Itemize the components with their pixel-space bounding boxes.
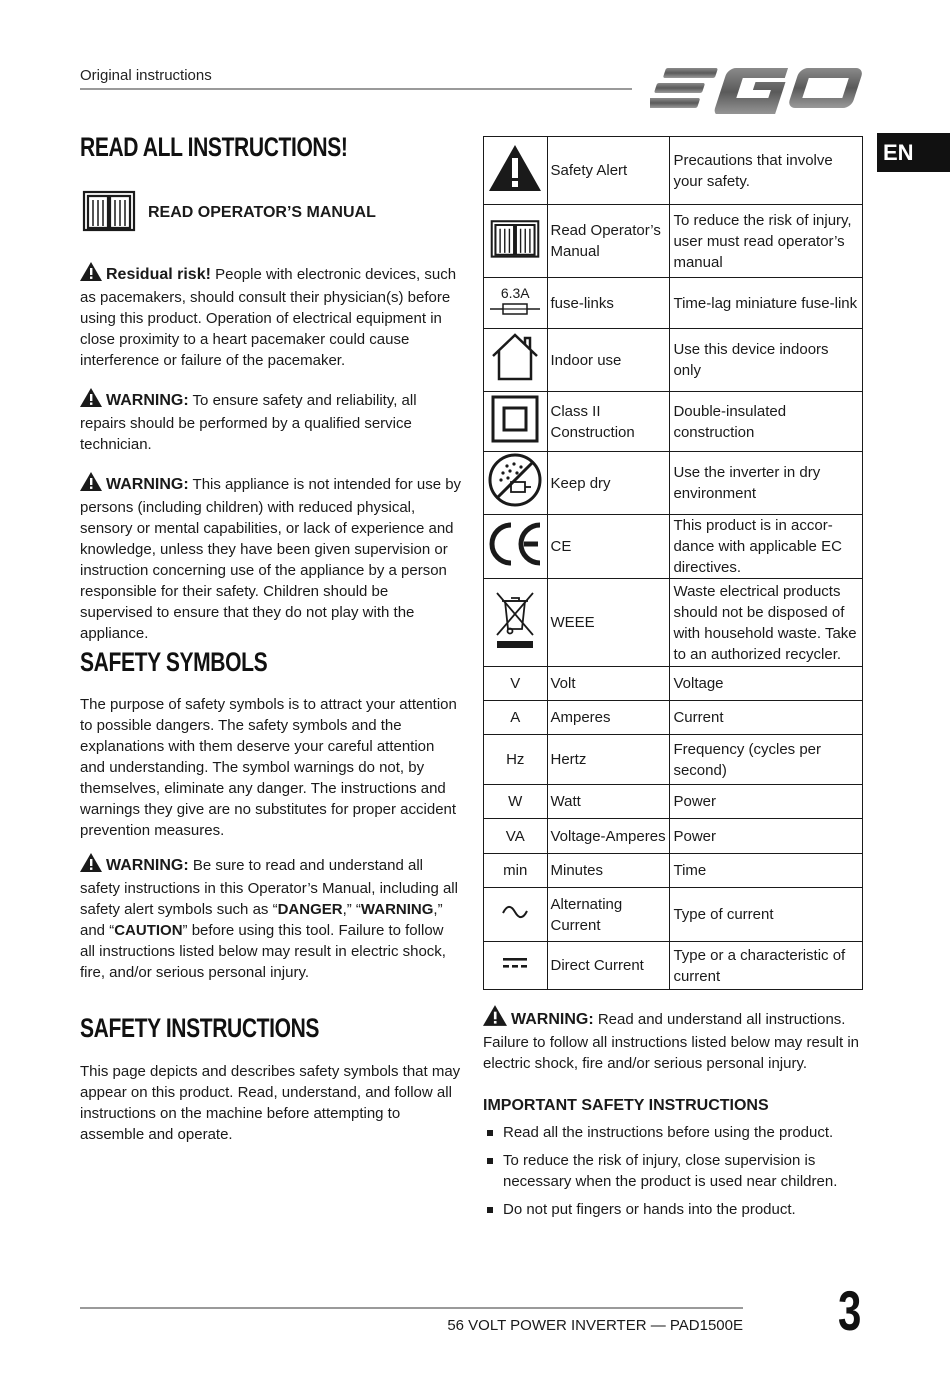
danger-word: DANGER [277, 901, 343, 918]
fuse-icon [490, 303, 540, 320]
symbol-name: WEEE [547, 579, 670, 667]
symbol-name: Minutes [547, 854, 670, 888]
symbol-text: VA [484, 819, 548, 854]
table-row [484, 785, 863, 819]
symbol-description: This product is in accor-dance with applicable EC directives. [670, 515, 863, 579]
table-row [484, 579, 863, 667]
symbol-name: Read Operator’s Manual [547, 205, 670, 278]
symbol-name: Indoor use [547, 329, 670, 392]
symbol-description: Waste electrical products should not be disposed of with household waste. Take to an authorized recycler. [670, 579, 863, 667]
symbol-text: W [484, 785, 548, 819]
header-text: Original instructions [80, 67, 212, 84]
safety-symbols-title: SAFETY SYMBOLS [80, 647, 268, 677]
symbol-name: Watt [547, 785, 670, 819]
symbol-name: Voltage-Amperes [547, 819, 670, 854]
symbol-name: CE [547, 515, 670, 579]
symbol-cell [484, 452, 548, 515]
footer-rule [80, 1307, 743, 1309]
read-instructions-title: READ ALL INSTRUCTIONS! [80, 132, 348, 162]
residual-risk-text: People with electronic devices, such as pacemakers, should consult their physician(s) before using this product. Operation of electrical equipment in close proximity to a heart pacemaker could cause interference or failure of the pacemaker. [80, 266, 457, 369]
ce-icon [486, 554, 544, 571]
left-column [80, 132, 460, 163]
warning-text-part: Be sure to read and understand all safety instructions in this Operator’s Manual, including all safety alert symbols such as “ [80, 857, 458, 918]
symbol-description: Use the inverter in dry environment [670, 452, 863, 515]
symbol-name: Amperes [547, 701, 670, 735]
direct-current-icon [502, 957, 528, 974]
caution-word: CAUTION [114, 922, 183, 939]
table-row [484, 452, 863, 515]
safety-symbols-table [483, 136, 863, 990]
warning-triangle-icon [483, 1005, 507, 1032]
symbol-name: Hertz [547, 735, 670, 785]
warning-repairs-paragraph [80, 388, 462, 455]
warning-text-part: ,” and “ [80, 901, 443, 939]
double-square-icon [491, 430, 539, 447]
warning-triangle-icon [80, 472, 102, 497]
list-item: To reduce the risk of injury, close supervision is necessary when the product is used near children. [483, 1150, 863, 1192]
warning-label: WARNING: [106, 476, 189, 493]
symbol-description: Use this device indoors only [670, 329, 863, 392]
warning-triangle-icon [80, 388, 102, 413]
table-row [484, 888, 863, 942]
book-icon [488, 248, 542, 265]
warning-repairs-text: To ensure safety and reliability, all repairs should be performed by a qualified service technician. [80, 392, 417, 453]
symbol-description: Current [670, 701, 863, 735]
table-row [484, 667, 863, 701]
header-rule [80, 88, 632, 90]
table-row [484, 819, 863, 854]
instructions-list [483, 1122, 863, 1220]
table-row [484, 701, 863, 735]
symbol-description: Double-insulated construction [670, 392, 863, 452]
residual-risk-paragraph [80, 262, 462, 371]
alternating-current-icon [501, 906, 529, 923]
residual-risk-label: Residual risk! [106, 266, 211, 283]
safety-instructions-paragraph: This page depicts and describes safety symbols that may appear on this product. Read, understand, and follow all instructions on the machine before attempting to assemble and operate. [80, 1063, 461, 1143]
symbol-name: Alternating Current [547, 888, 670, 942]
ego-logo [650, 62, 862, 119]
list-item: Read all the instructions before using the product. [483, 1122, 863, 1143]
symbol-cell [484, 137, 548, 205]
symbol-cell [484, 278, 548, 329]
symbol-description: Power [670, 785, 863, 819]
symbol-description: To reduce the risk of injury, user must read operator’s manual [670, 205, 863, 278]
symbol-description: Voltage [670, 667, 863, 701]
language-tab: EN [877, 133, 950, 172]
read-manual-block [80, 186, 376, 239]
symbol-description: Time-lag miniature fuse-link [670, 278, 863, 329]
table-row [484, 329, 863, 392]
symbol-cell [484, 329, 548, 392]
list-item: Do not put fingers or hands into the product. [483, 1199, 863, 1220]
warning-word: WARNING [360, 901, 434, 918]
warning-read-all-paragraph [483, 1005, 863, 1074]
safety-symbols-paragraph: The purpose of safety symbols is to attract your attention to possible dangers. The safety symbols and the explanations with them deserve your careful attention and understanding. The symbol warnings do not, by themselves, eliminate any danger. The instructions and warnings they give are no substitutes for proper accident prevention measures. [80, 696, 457, 839]
symbol-text: min [484, 854, 548, 888]
symbol-cell [484, 515, 548, 579]
symbol-description: Power [670, 819, 863, 854]
symbol-name: Keep dry [547, 452, 670, 515]
important-instructions-title: IMPORTANT SAFETY INSTRUCTIONS [483, 1097, 769, 1114]
symbol-cell [484, 392, 548, 452]
warning-persons-paragraph [80, 472, 462, 644]
footer-title: 56 VOLT POWER INVERTER — PAD1500E [447, 1317, 743, 1334]
warning-text-part: ” before using this tool. Failure to follow all instructions listed below may result in electric shock, fire, and/or serious personal injury. [80, 922, 446, 981]
house-icon [489, 369, 541, 386]
right-warning-block [483, 1005, 863, 1227]
warning-label: WARNING: [511, 1011, 594, 1028]
safety-instructions-title: SAFETY INSTRUCTIONS [80, 1013, 320, 1043]
symbol-description: Type of current [670, 888, 863, 942]
symbol-name: Volt [547, 667, 670, 701]
symbol-cell [484, 579, 548, 667]
read-manual-label: READ OPERATOR’S MANUAL [148, 203, 376, 221]
weee-bin-icon [493, 638, 537, 655]
table-row [484, 942, 863, 990]
symbol-description: Precautions that involve your safety. [670, 137, 863, 205]
warning-label: WARNING: [106, 857, 189, 874]
warning-text-part: ,” “ [342, 901, 361, 918]
warning-triangle-icon [80, 853, 102, 878]
table-row [484, 137, 863, 205]
symbol-description: Time [670, 854, 863, 888]
table-row [484, 205, 863, 278]
alert-triangle-icon [488, 179, 542, 196]
symbol-cell [484, 205, 548, 278]
table-row [484, 735, 863, 785]
symbol-name: fuse-links [547, 278, 670, 329]
symbol-text: A [484, 701, 548, 735]
keep-dry-icon [487, 495, 543, 512]
table-row [484, 515, 863, 579]
warning-read-all-text: Read and understand all instructions. Failure to follow all instructions listed below may result in electric shock, fire and/or serious personal injury. [483, 1011, 859, 1072]
symbol-text: Hz [484, 735, 548, 785]
symbol-cell [484, 942, 548, 990]
symbol-cell [484, 888, 548, 942]
page-number: 3 [838, 1279, 862, 1342]
symbol-name: Class II Construction [547, 392, 670, 452]
warning-persons-text: This appliance is not intended for use by persons (including children) with reduced physical, sensory or mental capabilities, or lack of experience and knowledge, unless they have been given supervision or instruction concerning use of the appliance by a person responsible for their safety. Children should be supervised to ensure that they do not play with the appliance. [80, 476, 462, 642]
table-row [484, 278, 863, 329]
table-row [484, 392, 863, 452]
fuse-rating: 6.3A [500, 284, 530, 301]
symbol-name: Direct Current [547, 942, 670, 990]
warning-read-manual-paragraph [80, 853, 462, 983]
book-icon [80, 186, 138, 239]
symbol-description: Type or a characteristic of current [670, 942, 863, 990]
warning-triangle-icon [80, 262, 102, 287]
symbol-description: Frequency (cycles per second) [670, 735, 863, 785]
symbol-name: Safety Alert [547, 137, 670, 205]
warning-label: WARNING: [106, 392, 189, 409]
table-row [484, 854, 863, 888]
symbol-text: V [484, 667, 548, 701]
